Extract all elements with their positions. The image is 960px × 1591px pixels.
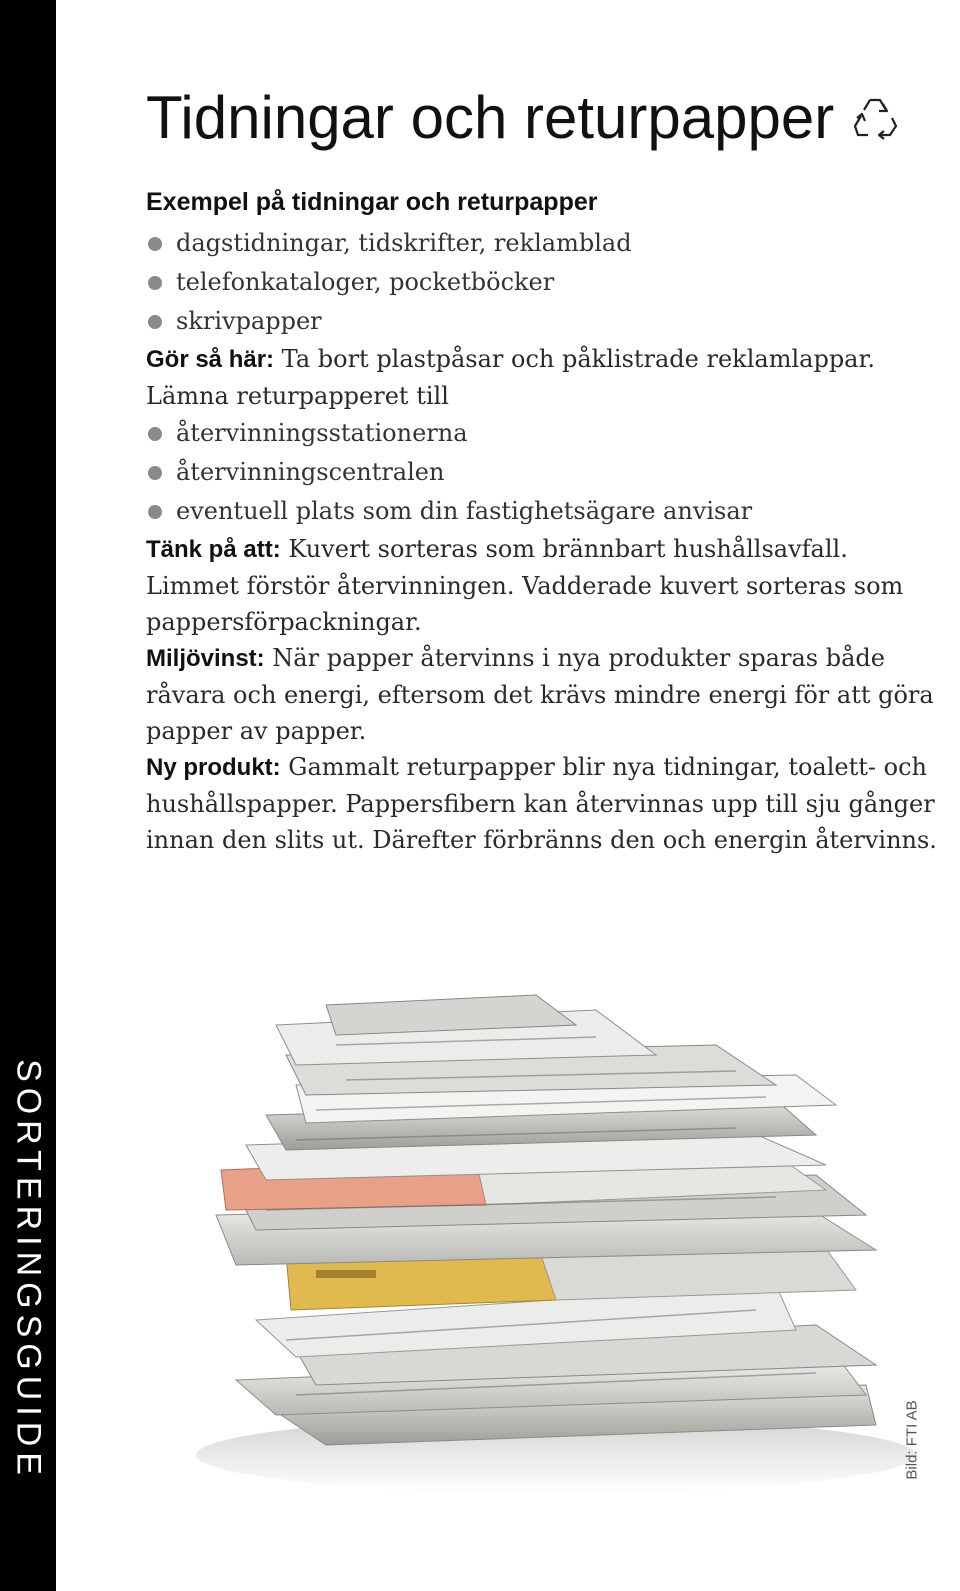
how-to-intro: Lämna returpapperet till xyxy=(146,382,449,410)
new-product-text: Gammalt returpapper blir nya tidningar, toalett- och hushållspapper. Pappersfibern kan återvinnas upp till sju gånger innan den slits ut. Därefter förbränns den och energin återvinns. xyxy=(146,753,937,854)
bullet-icon xyxy=(148,315,162,329)
content xyxy=(146,186,946,858)
list-item: dagstidningar, tidskrifter, reklamblad xyxy=(146,224,946,263)
environment-lead: Miljövinst: xyxy=(146,645,265,672)
how-to-list xyxy=(146,414,946,531)
think-text: Kuvert sorteras som brännbart hushållsavfall. Limmet förstör återvinningen. Vadderade kuvert sorteras som pappersförpackningar. xyxy=(146,535,904,636)
bullet-icon xyxy=(148,237,162,251)
environment-paragraph xyxy=(146,640,946,749)
new-product-paragraph xyxy=(146,749,946,858)
list-item: eventuell plats som din fastighetsägare anvisar xyxy=(146,492,946,531)
newspaper-stack-photo xyxy=(176,985,936,1515)
bullet-icon xyxy=(148,466,162,480)
sidebar xyxy=(0,0,56,1591)
page-title xyxy=(146,78,902,158)
list-item: återvinningsstationerna xyxy=(146,414,946,453)
list-item: återvinningscentralen xyxy=(146,453,946,492)
bullet-icon xyxy=(148,276,162,290)
bullet-icon xyxy=(148,505,162,519)
list-item: telefonkataloger, pocketböcker xyxy=(146,263,946,302)
how-to-paragraph xyxy=(146,341,946,378)
examples-heading: Exempel på tidningar och returpapper xyxy=(146,188,598,216)
examples-list xyxy=(146,224,946,341)
new-product-lead: Ny produkt: xyxy=(146,754,281,781)
recycle-icon xyxy=(850,92,902,144)
think-lead: Tänk på att: xyxy=(146,536,281,563)
photo-credit: Bild: FTI AB xyxy=(903,1400,921,1480)
think-paragraph xyxy=(146,531,946,640)
page-title-text: Tidningar och returpapper xyxy=(146,84,835,151)
sidebar-label: SORTERINGSGUIDE xyxy=(9,1059,48,1481)
environment-text: När papper återvinns i nya produkter sparas både råvara och energi, eftersom det krävs mindre energi för att göra papper av papper. xyxy=(146,644,934,745)
how-to-lead: Gör så här: xyxy=(146,346,275,373)
bullet-icon xyxy=(148,427,162,441)
how-to-text: Ta bort plastpåsar och påklistrade reklamlappar. xyxy=(274,345,875,373)
list-item: skrivpapper xyxy=(146,302,946,341)
